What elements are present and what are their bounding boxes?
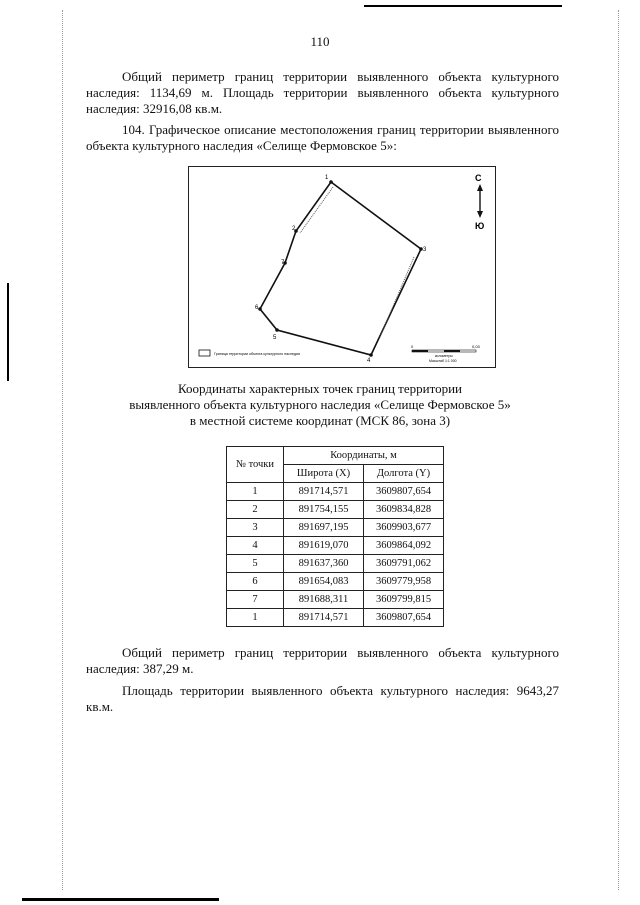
coordinates-caption-line-2: выявленного объекта культурного наследия «Селище Фермовское 5» <box>129 397 511 412</box>
latitude-cell: 891697,195 <box>284 519 364 537</box>
vertex-label-6: 6 <box>255 305 259 311</box>
point-cell: 3 <box>227 519 284 537</box>
perimeter-paragraph-2: Общий периметр границ территории выявленного объекта культурного наследия: 387,29 м. <box>86 645 559 676</box>
latitude-cell: 891688,311 <box>284 591 364 609</box>
vertex-label-2: 2 <box>292 226 296 232</box>
longitude-cell: 3609903,677 <box>364 519 444 537</box>
table-row <box>227 555 444 573</box>
vertex-label-7: 7 <box>281 260 285 266</box>
scan-edge-left <box>7 283 9 381</box>
longitude-cell: 3609864,092 <box>364 537 444 555</box>
latitude-cell: 891637,360 <box>284 555 364 573</box>
header-latitude: Широта (X) <box>284 465 364 483</box>
longitude-cell: 3609779,958 <box>364 573 444 591</box>
scale-end: 0,03 <box>472 344 480 349</box>
latitude-cell: 891714,571 <box>284 609 364 627</box>
longitude-cell: 3609834,828 <box>364 501 444 519</box>
coordinates-caption-line-1: Координаты характерных точек границ территории <box>178 381 462 396</box>
legend-text: Граница территории объекта культурного наследия <box>214 352 300 356</box>
scan-edge-dots-right <box>618 10 619 890</box>
table-row <box>227 519 444 537</box>
point-cell: 5 <box>227 555 284 573</box>
scale-unit: километры <box>435 354 453 358</box>
point-cell: 1 <box>227 609 284 627</box>
table-header-row <box>227 447 444 465</box>
north-label: С <box>475 173 482 183</box>
table-row <box>227 591 444 609</box>
vertex-label-5: 5 <box>273 335 277 341</box>
latitude-cell: 891754,155 <box>284 501 364 519</box>
longitude-cell: 3609807,654 <box>364 483 444 501</box>
table-row <box>227 609 444 627</box>
perimeter-paragraph-1: Общий периметр границ территории выявленного объекта культурного наследия: 1134,69 м. Площадь территории выявленного объекта культурного наследия: 32916,08 кв.м. <box>86 69 559 116</box>
scale-bar <box>411 344 481 363</box>
boundary-hatch-left <box>300 187 333 233</box>
header-coordinates: Координаты, м <box>284 447 444 465</box>
table-row <box>227 573 444 591</box>
section-104-heading: 104. Графическое описание местоположения границ территории выявленного объекта культурного наследия «Селище Фермовское 5»: <box>86 122 559 153</box>
north-arrow-icon <box>475 173 484 231</box>
page-number: 110 <box>310 34 330 49</box>
vertex-1 <box>329 180 333 184</box>
point-cell: 7 <box>227 591 284 609</box>
area-paragraph: Площадь территории выявленного объекта культурного наследия: 9643,27 кв.м. <box>86 683 559 714</box>
latitude-cell: 891714,571 <box>284 483 364 501</box>
south-label: Ю <box>475 221 485 231</box>
longitude-cell: 3609791,062 <box>364 555 444 573</box>
point-cell: 2 <box>227 501 284 519</box>
vertex-6 <box>258 307 262 311</box>
longitude-cell: 3609807,654 <box>364 609 444 627</box>
scan-edge-bottom <box>22 898 219 901</box>
scan-edge-top <box>364 5 562 7</box>
vertex-label-1: 1 <box>325 175 329 181</box>
vertex-label-4: 4 <box>367 358 371 364</box>
scale-ratio: Масштаб 1:1 000 <box>429 359 457 363</box>
boundary-map-svg <box>189 167 495 367</box>
boundary-polygon <box>260 182 421 355</box>
header-point-number: № точки <box>227 447 284 483</box>
longitude-cell: 3609799,815 <box>364 591 444 609</box>
vertex-label-3: 3 <box>423 247 427 253</box>
point-cell: 1 <box>227 483 284 501</box>
scan-edge-dots-left <box>62 10 63 890</box>
point-cell: 4 <box>227 537 284 555</box>
legend-swatch <box>199 350 210 356</box>
latitude-cell: 891619,070 <box>284 537 364 555</box>
table-row <box>227 483 444 501</box>
table-row <box>227 537 444 555</box>
coordinates-caption-line-3: в местной системе координат (МСК 86, зона 3) <box>189 413 451 428</box>
vertex-5 <box>275 328 279 332</box>
coordinates-table <box>226 446 444 627</box>
header-longitude: Долгота (Y) <box>364 465 444 483</box>
table-row <box>227 501 444 519</box>
vertex-4 <box>369 353 373 357</box>
scale-start: 0 <box>411 344 414 349</box>
boundary-map <box>188 166 496 368</box>
latitude-cell: 891654,083 <box>284 573 364 591</box>
point-cell: 6 <box>227 573 284 591</box>
